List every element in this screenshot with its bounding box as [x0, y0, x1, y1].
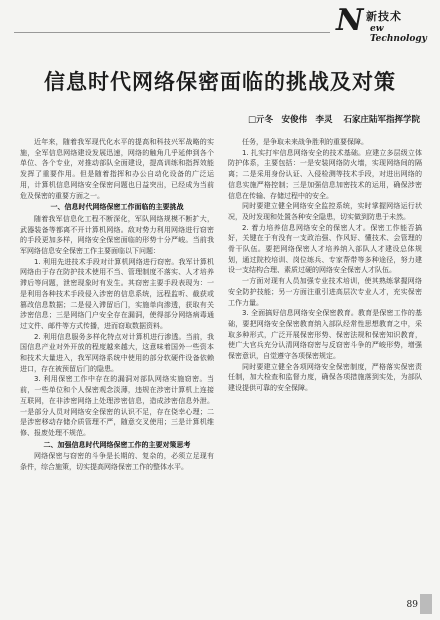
affiliation: 石家庄陆军指挥学院 [343, 115, 420, 125]
body-column-left [20, 137, 214, 577]
section-heading: 一、信息时代网络保密工作面临的主要挑战 [50, 203, 184, 212]
body-paragraph: 网络保密与窃密的斗争是长期的、复杂的，必须立足现有条件，综合施策，切实提高网络保密工作的整体水平。 [20, 452, 214, 472]
body-paragraph: 一方面对现有人员加强专业技术培训，使其熟练掌握网络安全防护技能；另一方面注重引进高层次专业人才，充实保密工作力量。 [228, 277, 422, 307]
body-paragraph: 任务，是争取未来战争胜利的重要保障。 [242, 138, 368, 146]
body-paragraph: 同时要建立健全网络安全监控系统，实时掌握网络运行状况，及时发现和处置各种安全隐患，切实做到防患于未然。 [228, 202, 422, 221]
body-paragraph: 随着我军信息化工程不断深化，军队网络规模不断扩大，武器装备等都离不开计算机网络。敌对势力利用网络进行窃密的手段更加多样，网络安全保密面临的形势十分严峻。当前我军网络信息安全保密工作主要面临以下问题： [20, 214, 214, 256]
body-paragraph: 2. 着力培养信息网络安全的保密人才。保密工作能否搞好，关键在于有没有一支政治强、作风好、懂技术、会管理的骨干队伍。要把网络保密人才培养纳入部队人才建设总体规划，通过院校培训、岗位练兵、专家帮带等多种途径，努力建设一支结构合理、素质过硬的网络安全保密人才队伍。 [228, 223, 422, 275]
body-paragraph: 1. 利用先进技术手段对计算机网络进行窃密。我军计算机网络由于存在防护技术使用不当、管理制度不落实、人才培养滞后等问题，泄密现象时有发生。其窃密主要手段表现为：一是利用各种技术手段侵入涉密的信息系统，远程监听、截获或篡改信息数据；二是侵入滞留后门，实施单向渗透，获取有关涉密信息；三是网络门户安全存在漏洞，使得部分网络病毒通过文件、邮件等方式传播，进而窃取数据资料。 [20, 257, 214, 330]
section-tag-chinese: 新技术 [366, 10, 402, 23]
body-paragraph: 2. 利用信息服务多样化特点对计算机进行渗透。当前，我国信息产业对外开放的程度越来越大，这意味着国外一些资本和技术大量进入，我军网络系统中使用的部分软硬件设备依赖进口，存在被预留后门的隐患。 [20, 332, 214, 373]
body-column-right [228, 137, 422, 577]
section-heading: 二、加强信息时代网络保密工作的主要对策思考 [43, 440, 191, 449]
header-rule [14, 32, 330, 33]
corner-mark [420, 594, 432, 614]
body-paragraph: 近年来，随着我军现代化水平的提高和科技兴军战略的实施，全军信息网络建设发展迅速，网络的触角几乎延伸到各个单位、各个专业，对推动部队全面建设，提高训练和指挥效能发挥了重要作用。但是随着指挥和办公自动化设备的广泛运用，计算机信息网络安全保密问题也日益突出，已经成为当前危及保密的重要方面之一。 [20, 138, 214, 200]
section-tag [330, 4, 430, 44]
page-number: 89 [406, 600, 418, 610]
body-paragraph: 3. 全面搞好信息网络安全保密教育。教育是保密工作的基础，要把网络安全保密教育纳入部队经常性思想教育之中，采取多种形式，广泛开展保密形势、保密法规和保密知识教育，使广大官兵充分认清网络窃密与反窃密斗争的严峻形势，增强保密意识，自觉遵守各项保密规定。 [228, 309, 422, 361]
section-tag-letter: N [336, 3, 364, 38]
article-title: 信息时代网络保密面临的挑战及对策 [44, 70, 396, 94]
author-line [240, 113, 420, 125]
authors: □亓冬 安俊伟 李灵 [247, 115, 333, 125]
body-paragraph: 1. 扎实打牢信息网络安全的技术基础。应建立多层级立体防护体系，主要包括：一是安装网络防火墙，实现网络间的隔离；二是采用身份认证、入侵检测等技术手段，对进出网络的信息实施严格控制；三是加强信息加密技术的运用，确保涉密信息在传输、存储过程中的安全。 [228, 148, 422, 200]
body-paragraph: 同时要建立健全各项网络安全保密制度，严格落实保密责任制，加大检查和监督力度，确保各项措施落到实处，为部队建设提供可靠的安全保障。 [228, 362, 422, 393]
body-paragraph: 3. 利用保密工作中存在的漏洞对部队网络实施窃密。当前，一些单位和个人保密观念淡薄，违规在涉密计算机上连接互联网，在非涉密网络上处理涉密信息，造成涉密信息外泄。一是部分人员对网络安全保密的认识不足，存在侥幸心理；二是涉密移动存储介质管理不严，随意交叉使用；三是计算机维修、报废处理不规范。 [20, 375, 214, 437]
section-tag-english: ew Technology [370, 24, 427, 44]
